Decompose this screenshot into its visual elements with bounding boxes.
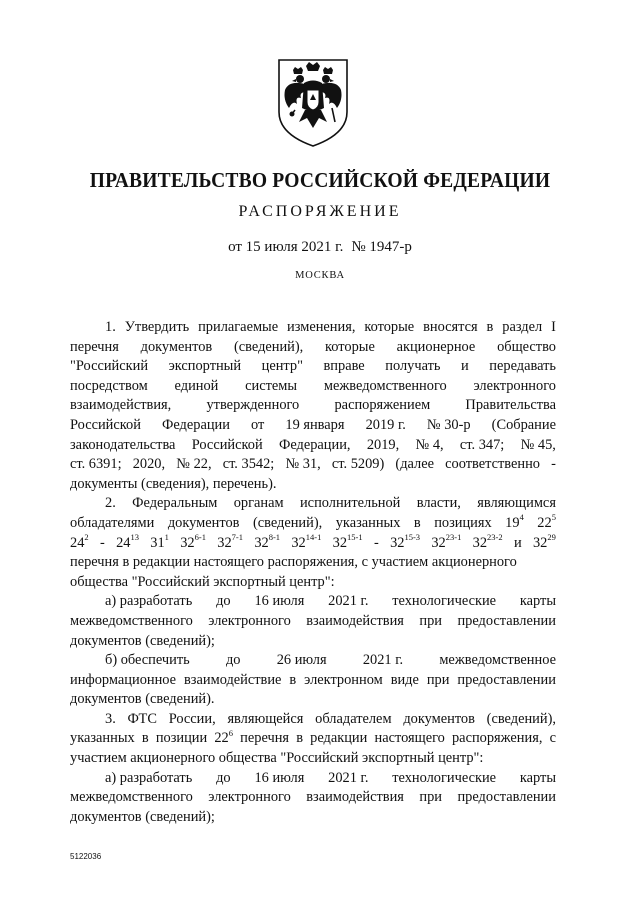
body-word: 2.	[105, 495, 116, 512]
body-word: законодательства	[70, 436, 176, 453]
position-superscript: 15-1	[347, 531, 363, 542]
body-word: 32$^{15-3}$	[390, 531, 421, 551]
body-word: Российской	[70, 416, 141, 433]
body-word: $24^{13}$	[116, 531, 139, 551]
position-superscript: 8-1	[268, 531, 281, 542]
body-line	[70, 357, 556, 377]
body-word: 2021 г.	[328, 769, 369, 786]
body-word: перечня	[240, 730, 290, 747]
body-word: раздел	[502, 319, 543, 335]
body-word: с	[549, 730, 556, 747]
body-line	[70, 710, 556, 730]
body-word: вправе	[323, 358, 365, 375]
body-word: в	[289, 671, 297, 688]
body-word: технологические	[392, 593, 497, 610]
body-word: документов	[403, 710, 475, 727]
body-word: в	[141, 730, 149, 747]
body-line	[70, 612, 556, 632]
body-word: и	[513, 534, 522, 551]
body-word: Федеральным	[132, 495, 218, 512]
body-word: -	[373, 534, 379, 551]
body-word: которые	[325, 338, 375, 355]
body-word: перечня в редакции настоящего распоряжения, с участием акционерного	[70, 554, 517, 571]
body-word: (сведений),	[233, 338, 304, 355]
body-line	[70, 436, 556, 456]
body-line	[70, 475, 556, 495]
body-word: системы	[245, 377, 298, 394]
body-word: 3.	[105, 710, 116, 727]
document-type: РАСПОРЯЖЕНИЕ	[238, 203, 402, 220]
body-word: взаимодействие	[184, 671, 282, 688]
body-word: до	[216, 593, 231, 610]
body-line	[70, 338, 556, 358]
body-word: (Собрание	[491, 416, 556, 433]
body-word: а) разработать	[105, 769, 193, 786]
body-word: 32$^{14-1}$	[291, 531, 322, 551]
body-word: $22^6$	[214, 727, 233, 747]
body-word: от	[251, 416, 265, 433]
body-word: 16 июля	[254, 593, 305, 610]
position-superscript: 13	[130, 531, 139, 542]
body-word: $31^1$	[150, 531, 169, 551]
body-word: передавать	[489, 358, 556, 375]
coat-of-arms-icon	[275, 56, 351, 148]
body-word: Правительства	[465, 397, 556, 414]
position-superscript: 2	[84, 531, 89, 542]
body-word: 32$^{15-1}$	[332, 531, 363, 551]
body-word: 32$^{23-1}$	[431, 531, 462, 551]
body-word: электронного	[208, 789, 291, 806]
body-word: карты	[519, 593, 556, 610]
position-superscript: 6-1	[194, 531, 206, 542]
body-line	[70, 531, 556, 554]
position-superscript: 23-1	[445, 531, 462, 542]
body-word: виде	[390, 671, 419, 688]
body-word: 2021 г.	[328, 593, 369, 610]
body-word: документов	[167, 514, 240, 531]
body-word: ст. 6391;	[70, 456, 122, 473]
body-line	[70, 808, 556, 828]
body-word: № 45,	[520, 436, 556, 453]
document-number: № 1947-р	[351, 239, 412, 255]
city-label: МОСКВА	[295, 270, 345, 281]
body-word: документов (сведений).	[70, 691, 215, 708]
position-superscript: 6	[228, 727, 233, 738]
body-word: электронном	[304, 671, 383, 688]
body-word: до	[216, 769, 231, 786]
body-word: общества "Российский экспортный центр":	[70, 573, 335, 590]
body-word: технологические	[392, 769, 497, 786]
body-word: до	[225, 652, 241, 669]
body-line	[70, 651, 556, 671]
body-line	[70, 553, 556, 573]
body-word: межведомственное	[439, 652, 556, 669]
body-word: № 31,	[285, 456, 321, 473]
position-superscript: 7-1	[231, 531, 243, 542]
body-word: № 30-р	[426, 416, 471, 433]
body-word: распоряжением	[334, 397, 431, 414]
body-word: карты	[519, 769, 556, 786]
body-word: в	[486, 319, 494, 335]
body-word: настоящего	[374, 730, 445, 747]
document-date: от 15 июля 2021 г.	[228, 239, 344, 255]
position-superscript: 4	[519, 512, 524, 523]
body-line	[70, 592, 556, 612]
body-word: в	[296, 730, 303, 747]
body-word: межведомственного	[70, 612, 193, 629]
body-word: 32$^{8-1}$	[254, 531, 281, 551]
body-word: обладателем	[315, 710, 392, 727]
body-word: и	[461, 358, 469, 375]
body-word: указанных	[70, 730, 135, 747]
body-word: при	[419, 789, 442, 806]
body-word: 2020,	[132, 456, 166, 473]
body-word: а) разработать	[105, 593, 193, 610]
body-line	[70, 573, 556, 593]
position-superscript: 23-2	[487, 531, 503, 542]
body-word: прилагаемые	[198, 319, 279, 335]
body-word: общество	[497, 338, 556, 355]
body-word: 2021 г.	[362, 652, 404, 669]
body-word: позициях	[434, 514, 492, 531]
position-superscript: 5	[551, 512, 556, 523]
body-word: России,	[168, 710, 216, 727]
body-word: ст. 5209)	[331, 456, 385, 473]
body-word: $32^{29}$	[532, 531, 556, 551]
body-word: 32$^{7-1}$	[217, 531, 243, 551]
body-word: распоряжения,	[451, 730, 543, 747]
body-word: которые	[364, 319, 415, 335]
body-word: межведомственного	[323, 377, 447, 394]
body-line	[70, 729, 556, 749]
body-word: электронного	[473, 377, 556, 394]
body-word: -	[551, 456, 556, 473]
body-word: Российской	[191, 436, 263, 453]
body-word: документов (сведений);	[70, 632, 215, 649]
body-word: электронного	[208, 612, 291, 629]
body-word: ст. 3542;	[222, 456, 275, 473]
body-line	[70, 769, 556, 789]
body-line	[70, 494, 556, 514]
body-word: ст. 347;	[459, 436, 505, 453]
body-word: являющимся	[477, 495, 556, 512]
body-word: соответственно	[445, 456, 540, 473]
position-superscript: 14-1	[305, 531, 322, 542]
body-word: взаимодействия	[306, 789, 404, 806]
body-word: Федерации,	[278, 436, 351, 453]
body-word: -	[99, 534, 105, 551]
body-word: "Российский	[70, 358, 149, 375]
body-word: исполнительной	[299, 495, 401, 512]
body-word: 19 января	[285, 416, 345, 433]
body-word: участием акционерного общества "Российский экспортный центр":	[70, 750, 484, 767]
body-word: экспортный	[168, 358, 242, 375]
body-word: б) обеспечить	[105, 652, 190, 669]
body-word: обладателями	[70, 514, 155, 531]
body-word: утвержденного	[206, 397, 300, 414]
body-line	[70, 514, 556, 534]
government-title: ПРАВИТЕЛЬСТВО РОССИЙСКОЙ ФЕДЕРАЦИИ	[89, 168, 551, 192]
body-word: 2019 г.	[365, 416, 406, 433]
body-line	[70, 749, 556, 769]
body-word: центр"	[261, 358, 303, 375]
body-word: вносятся	[423, 319, 478, 335]
body-line	[70, 455, 556, 475]
body-word: при	[426, 671, 450, 688]
body-word: предоставлении	[457, 789, 556, 806]
body-word: при	[419, 612, 442, 629]
body-line	[70, 788, 556, 808]
body-word: перечня	[70, 338, 119, 355]
body-word: документов (сведений);	[70, 808, 215, 825]
body-word: (сведений),	[252, 514, 323, 531]
body-word: позиции	[155, 730, 208, 747]
body-line	[70, 377, 556, 397]
body-word: Утвердить	[124, 319, 190, 335]
body-word: власти,	[416, 495, 461, 512]
position-superscript: 1	[164, 531, 169, 542]
body-line	[70, 396, 556, 416]
body-word: № 22,	[176, 456, 212, 473]
body-word: предоставлении	[457, 671, 556, 688]
body-word: взаимодействия	[306, 612, 404, 629]
body-word: информационное	[70, 671, 177, 688]
body-word: (далее	[395, 456, 435, 473]
body-word: $22^5$	[537, 512, 556, 531]
body-word: в	[413, 514, 421, 531]
body-word: Федерации	[161, 416, 230, 433]
date-line	[0, 239, 640, 256]
footer-code: 5122036	[70, 852, 102, 861]
body-word: документы (сведения), перечень).	[70, 475, 277, 492]
body-word: акционерное	[396, 338, 476, 355]
body-word: $24^2$	[70, 531, 89, 551]
body-line	[70, 671, 556, 691]
document-body	[70, 318, 556, 827]
body-word: предоставлении	[457, 612, 556, 629]
position-superscript: 29	[547, 531, 556, 542]
body-word: получать	[385, 358, 441, 375]
body-word: 1.	[105, 319, 116, 335]
body-word: единой	[174, 377, 219, 394]
body-line	[70, 690, 556, 710]
body-word: $19^4$	[505, 512, 524, 531]
body-word: 26 июля	[276, 652, 327, 669]
body-word: органам	[233, 495, 284, 512]
body-line	[70, 416, 556, 436]
body-word: № 4,	[415, 436, 444, 453]
body-word: I	[551, 319, 556, 335]
body-word: являющейся	[227, 710, 304, 727]
position-superscript: 15-3	[404, 531, 421, 542]
body-line	[70, 318, 556, 338]
body-word: указанных	[335, 514, 401, 531]
body-word: взаимодействия,	[70, 397, 172, 414]
body-line	[70, 632, 556, 652]
body-word: документов	[140, 338, 213, 355]
body-word: 16 июля	[254, 769, 305, 786]
body-word: межведомственного	[70, 789, 193, 806]
body-word: изменения,	[287, 319, 356, 335]
body-word: ФТС	[127, 710, 157, 727]
body-word: посредством	[70, 377, 148, 394]
body-word: редакции	[310, 730, 368, 747]
body-word: (сведений),	[486, 710, 556, 727]
body-word: 32$^{23-2}$	[472, 531, 503, 551]
body-word: 32$^{6-1}$	[180, 531, 206, 551]
body-word: 2019,	[366, 436, 400, 453]
